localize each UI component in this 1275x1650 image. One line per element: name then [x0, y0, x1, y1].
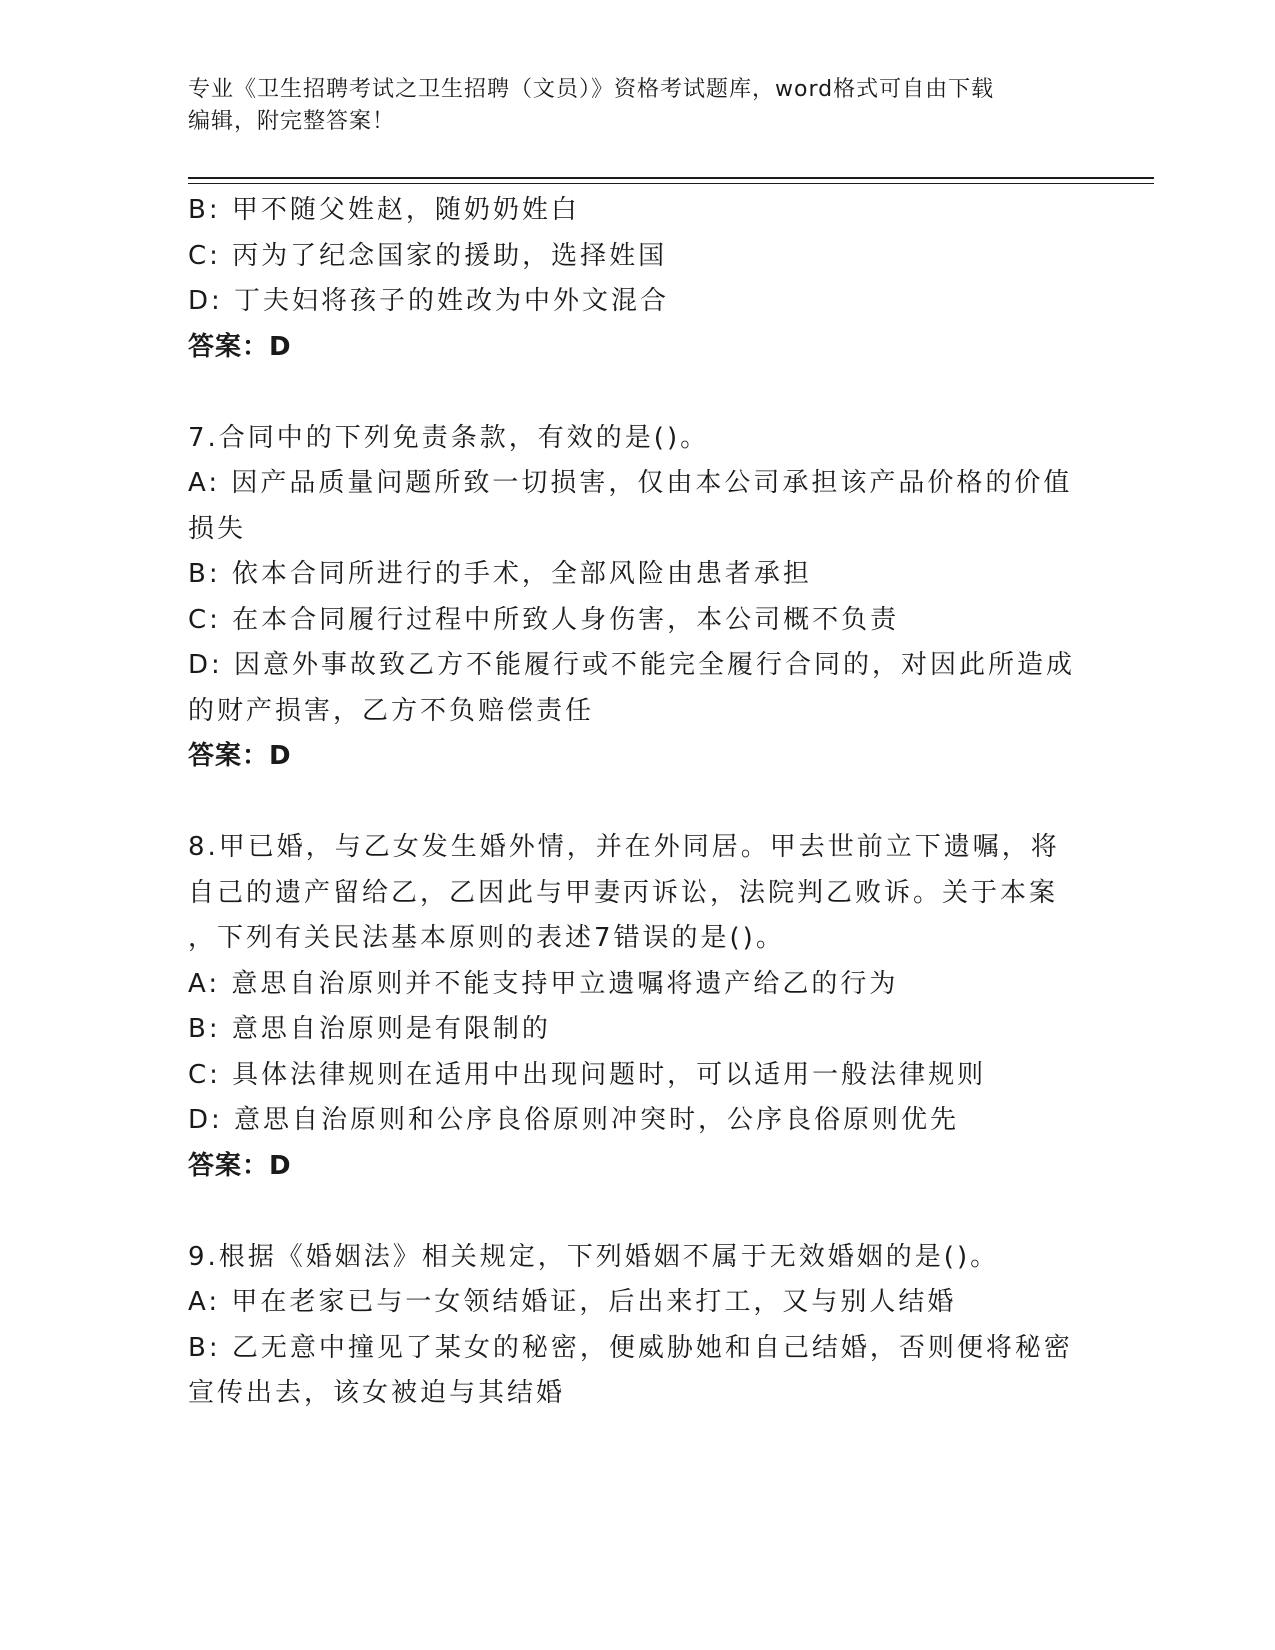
- option-d: D: 丁夫妇将孩子的姓改为中外文混合: [188, 286, 670, 316]
- option-b: B: 乙无意中撞见了某女的秘密，便威胁她和自己结婚，否则便将秘密: [188, 1332, 1073, 1363]
- question-6-tail: [188, 188, 1088, 370]
- question-9: [188, 1235, 1088, 1417]
- option-d-continued: 的财产损害，乙方不负赔偿责任: [188, 695, 595, 726]
- question-stem: 8.甲已婚，与乙女发生婚外情，并在外同居。甲去世前立下遗嘱，将: [188, 832, 1060, 862]
- header-rule-thick: [188, 177, 1154, 179]
- question-7: [188, 416, 1088, 780]
- option-a: A: 因产品质量问题所致一切损害，仅由本公司承担该产品价格的价值: [188, 468, 1073, 498]
- option-b: B: 依本合同所进行的手术，全部风险由患者承担: [188, 559, 812, 589]
- header-line-2: 编辑，附完整答案！: [188, 109, 396, 134]
- option-a: A: 甲在老家已与一女领结婚证，后出来打工，又与别人结婚: [188, 1287, 957, 1317]
- question-stem: 9.根据《婚姻法》相关规定，下列婚姻不属于无效婚姻的是()。: [188, 1241, 1000, 1272]
- question-stem: 7.合同中的下列免责条款，有效的是()。: [188, 422, 710, 453]
- option-c: C: 具体法律规则在适用中出现问题时，可以适用一般法律规则: [188, 1059, 987, 1090]
- answer-line: 答案：D: [188, 331, 292, 362]
- option-c: C: 丙为了纪念国家的援助，选择姓国: [188, 240, 668, 271]
- question-stem-continued: 自己的遗产留给乙，乙因此与甲妻丙诉讼，法院判乙败诉。关于本案: [188, 877, 1059, 908]
- option-c: C: 在本合同履行过程中所致人身伤害，本公司概不负责: [188, 604, 900, 635]
- option-a-continued: 损失: [188, 513, 247, 544]
- document-body: [188, 188, 1088, 1417]
- document-header: [188, 74, 1068, 138]
- header-line-1: 专业《卫生招聘考试之卫生招聘（文员）》资格考试题库，word格式可自由下载: [188, 77, 995, 102]
- spacer: [188, 1189, 1088, 1235]
- option-b-continued: 宣传出去，该女被迫与其结婚: [188, 1378, 566, 1408]
- answer-line: 答案：D: [188, 1150, 292, 1181]
- answer-line: 答案：D: [188, 741, 292, 771]
- option-a: A: 意思自治原则并不能支持甲立遗嘱将遗产给乙的行为: [188, 968, 899, 999]
- option-b: B: 甲不随父姓赵，随奶奶姓白: [188, 195, 580, 225]
- option-d: D: 意思自治原则和公序良俗原则冲突时，公序良俗原则优先: [188, 1105, 960, 1135]
- option-b: B: 意思自治原则是有限制的: [188, 1014, 551, 1044]
- spacer: [188, 370, 1088, 416]
- question-stem-continued: ，下列有关民法基本原则的表述7错误的是()。: [188, 923, 785, 953]
- spacer: [188, 780, 1088, 826]
- option-d: D: 因意外事故致乙方不能履行或不能完全履行合同的，对因此所造成: [188, 650, 1076, 680]
- header-rule-thin: [188, 183, 1154, 184]
- question-8: [188, 825, 1088, 1189]
